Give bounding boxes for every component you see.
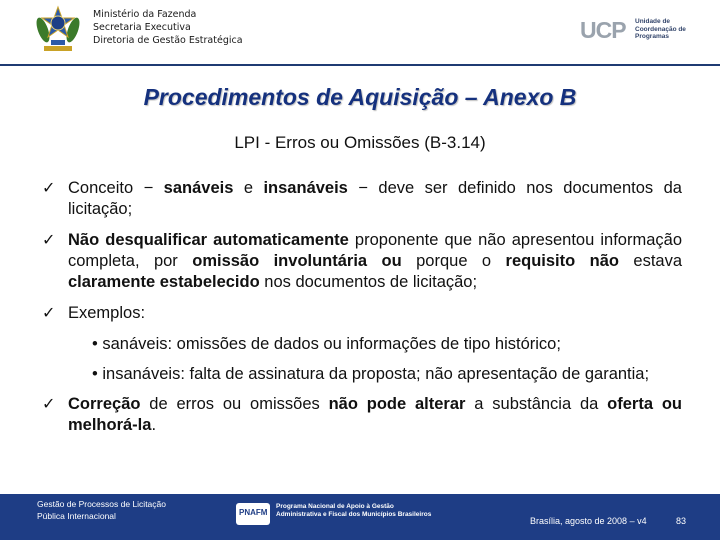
pnafm-logo: PNAFM bbox=[236, 503, 270, 525]
ministry-line: Diretoria de Gestão Estratégica bbox=[93, 35, 243, 46]
footer-date: Brasília, agosto de 2008 – v4 bbox=[530, 516, 647, 526]
footer-program: Programa Nacional de Apoio à Gestão Administrativa e Fiscal dos Municípios Brasileiros bbox=[276, 503, 432, 518]
checkmark-icon: ✓ bbox=[42, 305, 56, 322]
sub-bullet-sanaveis: • sanáveis: omissões de dados ou informações de tipo histórico; bbox=[92, 335, 561, 353]
footer-course-title: Gestão de Processos de Licitação Pública Internacional bbox=[37, 499, 166, 521]
checkmark-icon: ✓ bbox=[42, 180, 56, 197]
checkmark-icon: ✓ bbox=[42, 232, 56, 249]
ministry-line: Ministério da Fazenda bbox=[93, 9, 197, 20]
page-number: 83 bbox=[676, 516, 687, 526]
checkmark-icon: ✓ bbox=[42, 396, 56, 413]
bullet-nao-desqualificar: ✓ Não desqualificar automaticamente proponente que não apresentou informação completa, por omissão involuntária ou porque o requisito não estava claramente estabelecido nos documentos de licitação; bbox=[42, 231, 683, 291]
header-divider bbox=[0, 64, 720, 66]
footer-bar bbox=[0, 494, 720, 540]
bullet-conceito: ✓ Conceito − sanáveis e insanáveis − deve ser definido nos documentos da licitação; bbox=[42, 179, 682, 218]
ministry-line: Secretaria Executiva bbox=[93, 22, 191, 33]
brasil-coat-of-arms-icon bbox=[34, 4, 82, 54]
ucp-logo-mark: UCP bbox=[580, 17, 626, 43]
slide-subtitle: LPI - Erros ou Omissões (B-3.14) bbox=[234, 133, 486, 152]
slide-content bbox=[42, 178, 682, 446]
bullet-correcao: ✓ Correção de erros ou omissões não pode alterar a substância da oferta ou melhorá-la. bbox=[42, 395, 682, 434]
ucp-logo-text: Unidade de Coordenação de Programas bbox=[635, 18, 686, 40]
slide-title: Procedimentos de Aquisição – Anexo B bbox=[143, 84, 577, 110]
bullet-exemplos: ✓ Exemplos: bbox=[42, 304, 146, 322]
sub-bullet-insanaveis: • insanáveis: falta de assinatura da proposta; não apresentação de garantia; bbox=[92, 365, 650, 383]
ucp-logo bbox=[580, 17, 690, 43]
ministry-header bbox=[93, 8, 243, 47]
